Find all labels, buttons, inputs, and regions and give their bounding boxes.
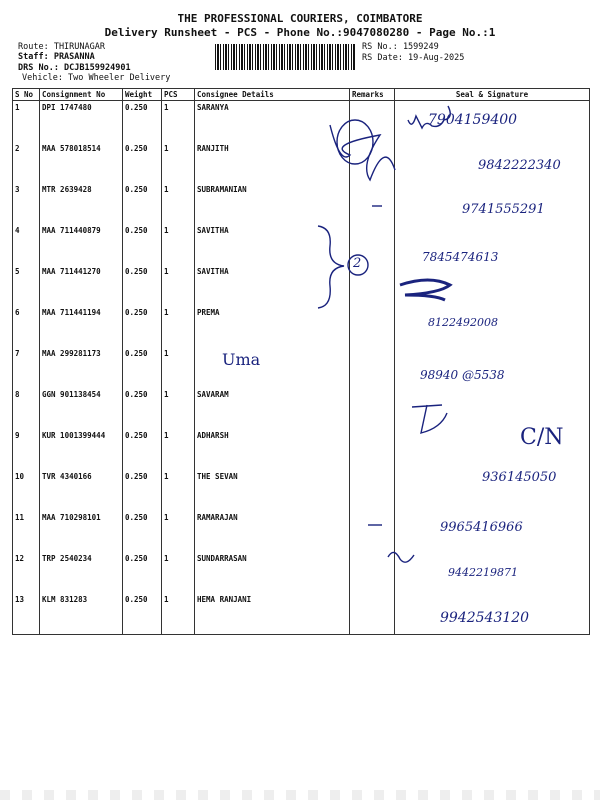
col-consignee: Consignee Details (195, 89, 350, 101)
cell-sno: 3 (13, 183, 40, 224)
cell-pcs: 1 (162, 552, 195, 593)
rs-date-text: RS Date: 19-Aug-2025 (362, 53, 465, 63)
cell-cno: MAA 711440879 (40, 224, 123, 265)
vehicle-text: Vehicle: Two Wheeler Delivery (22, 73, 171, 83)
cell-cno: MTR 2639428 (40, 183, 123, 224)
hw-name-7: Uma (222, 350, 261, 369)
cell-cno: DPI 1747480 (40, 101, 123, 143)
cell-weight: 0.250 (123, 552, 162, 593)
cell-pcs: 1 (162, 429, 195, 470)
hw-phone-1: 7904159400 (428, 112, 518, 128)
cell-weight: 0.250 (123, 306, 162, 347)
col-weight: Weight (123, 89, 162, 101)
col-sno: S No (13, 89, 40, 101)
cell-pcs: 1 (162, 347, 195, 388)
cell-name: SAVITHA (195, 224, 350, 265)
cell-sno: 12 (13, 552, 40, 593)
cell-pcs: 1 (162, 224, 195, 265)
company-title: THE PROFESSIONAL COURIERS, COIMBATORE (177, 12, 423, 25)
col-remarks: Remarks (350, 89, 395, 101)
hw-phone-5: 7845474613 (422, 250, 499, 264)
hw-phone-13: 9942543120 (440, 610, 530, 626)
cell-name: ADHARSH (195, 429, 350, 470)
cell-cno: MAA 711441194 (40, 306, 123, 347)
route-text: Route: THIRUNAGAR (18, 42, 105, 52)
cell-cno: TVR 4340166 (40, 470, 123, 511)
cell-name: SUBRAMANIAN (195, 183, 350, 224)
scribble-sign-12 (388, 552, 414, 562)
cell-pcs: 1 (162, 101, 195, 143)
cell-cno: MAA 710298101 (40, 511, 123, 552)
cell-weight: 0.250 (123, 183, 162, 224)
cell-sno: 11 (13, 511, 40, 552)
cell-weight: 0.250 (123, 142, 162, 183)
cell-weight: 0.250 (123, 265, 162, 306)
cell-cno: KLM 831283 (40, 593, 123, 635)
scribble-circle-1 (337, 120, 373, 164)
runsheet-subtitle: Delivery Runsheet - PCS - Phone No.:9047080280 - Page No.:1 (104, 26, 496, 39)
footer-strip (0, 790, 600, 800)
col-pcs: PCS (162, 89, 195, 101)
hw-cn-9: C/N (520, 425, 564, 450)
cell-sno: 9 (13, 429, 40, 470)
cell-cno: GGN 901138454 (40, 388, 123, 429)
scribble-sign-9 (412, 405, 447, 433)
cell-sno: 5 (13, 265, 40, 306)
hw-phone-6: 8122492008 (428, 316, 498, 329)
cell-pcs: 1 (162, 470, 195, 511)
cell-sno: 8 (13, 388, 40, 429)
cell-cno: TRP 2540234 (40, 552, 123, 593)
cell-weight: 0.250 (123, 101, 162, 143)
brace-4-5 (318, 226, 344, 308)
scribble-blot-5 (400, 280, 450, 300)
cell-sno: 13 (13, 593, 40, 635)
cell-weight: 0.250 (123, 593, 162, 635)
cell-name: SARANYA (195, 101, 350, 143)
cell-weight: 0.250 (123, 511, 162, 552)
cell-name: HEMA RANJANI (195, 593, 350, 635)
hw-phone-11: 9965416966 (440, 520, 523, 535)
hw-phone-10: 936145050 (482, 470, 557, 485)
cell-sno: 10 (13, 470, 40, 511)
rs-no-text: RS No.: 1599249 (362, 42, 439, 52)
cell-pcs: 1 (162, 593, 195, 635)
cell-name: SUNDARRASAN (195, 552, 350, 593)
cell-name: SAVARAM (195, 388, 350, 429)
cell-pcs: 1 (162, 265, 195, 306)
cell-weight: 0.250 (123, 388, 162, 429)
hw-phone-12: 9442219871 (448, 566, 518, 579)
cell-weight: 0.250 (123, 347, 162, 388)
hw-mark-two: 2 (353, 256, 362, 271)
cell-name: RAMARAJAN (195, 511, 350, 552)
cell-name: RANJITH (195, 142, 350, 183)
cell-name: THE SEVAN (195, 470, 350, 511)
cell-sno: 4 (13, 224, 40, 265)
staff-text: Staff: PRASANNA (18, 52, 95, 62)
cell-pcs: 1 (162, 306, 195, 347)
hw-phone-7: 98940 @5538 (420, 368, 505, 382)
cell-cno: KUR 1001399444 (40, 429, 123, 470)
cell-cno: MAA 578018514 (40, 142, 123, 183)
cell-sno: 6 (13, 306, 40, 347)
drs-text: DRS No.: DCJB159924901 (18, 63, 131, 73)
col-consignment: Consignment No (40, 89, 123, 101)
cell-name: SAVITHA (195, 265, 350, 306)
cell-sno: 2 (13, 142, 40, 183)
hw-phone-3: 9741555291 (462, 202, 545, 217)
cell-sno: 1 (13, 101, 40, 143)
cell-cno: MAA 299281173 (40, 347, 123, 388)
cell-weight: 0.250 (123, 470, 162, 511)
col-signature: Seal & Signature (395, 89, 590, 101)
cell-pcs: 1 (162, 142, 195, 183)
cell-pcs: 1 (162, 511, 195, 552)
cell-weight: 0.250 (123, 224, 162, 265)
cell-cno: MAA 711441270 (40, 265, 123, 306)
cell-name: PREMA (195, 306, 350, 347)
cell-weight: 0.250 (123, 429, 162, 470)
cell-pcs: 1 (162, 183, 195, 224)
cell-sno: 7 (13, 347, 40, 388)
hw-phone-2: 9842222340 (478, 158, 561, 173)
cell-pcs: 1 (162, 388, 195, 429)
